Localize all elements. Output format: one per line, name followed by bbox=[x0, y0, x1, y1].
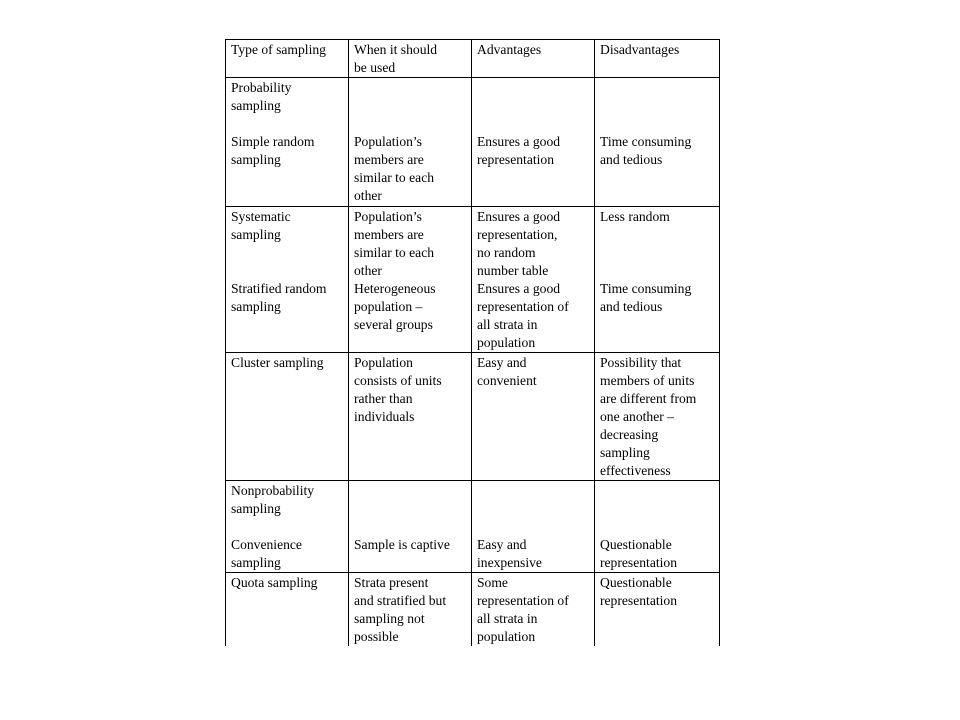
cell-advantages: Ensures a good representation bbox=[472, 78, 595, 207]
cell-disadvantages: Questionable representation bbox=[595, 573, 720, 647]
cell-disadvantages: Time consuming and tedious bbox=[595, 78, 720, 207]
table-row bbox=[226, 207, 720, 353]
cell-type: Systematic sampling Stratified random sampling bbox=[226, 207, 349, 353]
header-advantages: Advantages bbox=[472, 40, 595, 78]
cell-type: Cluster sampling bbox=[226, 353, 349, 481]
cell-when-used: Strata present and stratified but sampling not possible bbox=[349, 573, 472, 647]
table-row bbox=[226, 573, 720, 647]
header-when-used: When it should be used bbox=[349, 40, 472, 78]
table-header-row bbox=[226, 40, 720, 78]
header-type-of-sampling: Type of sampling bbox=[226, 40, 349, 78]
table-row bbox=[226, 353, 720, 481]
cell-when-used: Population consists of units rather than individuals bbox=[349, 353, 472, 481]
cell-when-used: Population’s members are similar to each other bbox=[349, 78, 472, 207]
cell-advantages: Some representation of all strata in population bbox=[472, 573, 595, 647]
sampling-table-container bbox=[225, 39, 719, 644]
table-row bbox=[226, 78, 720, 207]
sampling-methods-table bbox=[225, 39, 720, 646]
cell-advantages: Easy and inexpensive bbox=[472, 481, 595, 573]
table-row bbox=[226, 481, 720, 573]
cell-advantages: Ensures a good representation, no random number table Ensures a good representation of all strata in population bbox=[472, 207, 595, 353]
cell-advantages: Easy and convenient bbox=[472, 353, 595, 481]
cell-disadvantages: Questionable representation bbox=[595, 481, 720, 573]
header-disadvantages: Disadvantages bbox=[595, 40, 720, 78]
cell-type: Probability sampling Simple random sampling bbox=[226, 78, 349, 207]
cell-disadvantages: Possibility that members of units are different from one another – decreasing sampling effectiveness bbox=[595, 353, 720, 481]
cell-when-used: Sample is captive bbox=[349, 481, 472, 573]
cell-type: Nonprobability sampling Convenience sampling bbox=[226, 481, 349, 573]
cell-disadvantages: Less random Time consuming and tedious bbox=[595, 207, 720, 353]
cell-type: Quota sampling bbox=[226, 573, 349, 647]
cell-when-used: Population’s members are similar to each other Heterogeneous population – several groups bbox=[349, 207, 472, 353]
